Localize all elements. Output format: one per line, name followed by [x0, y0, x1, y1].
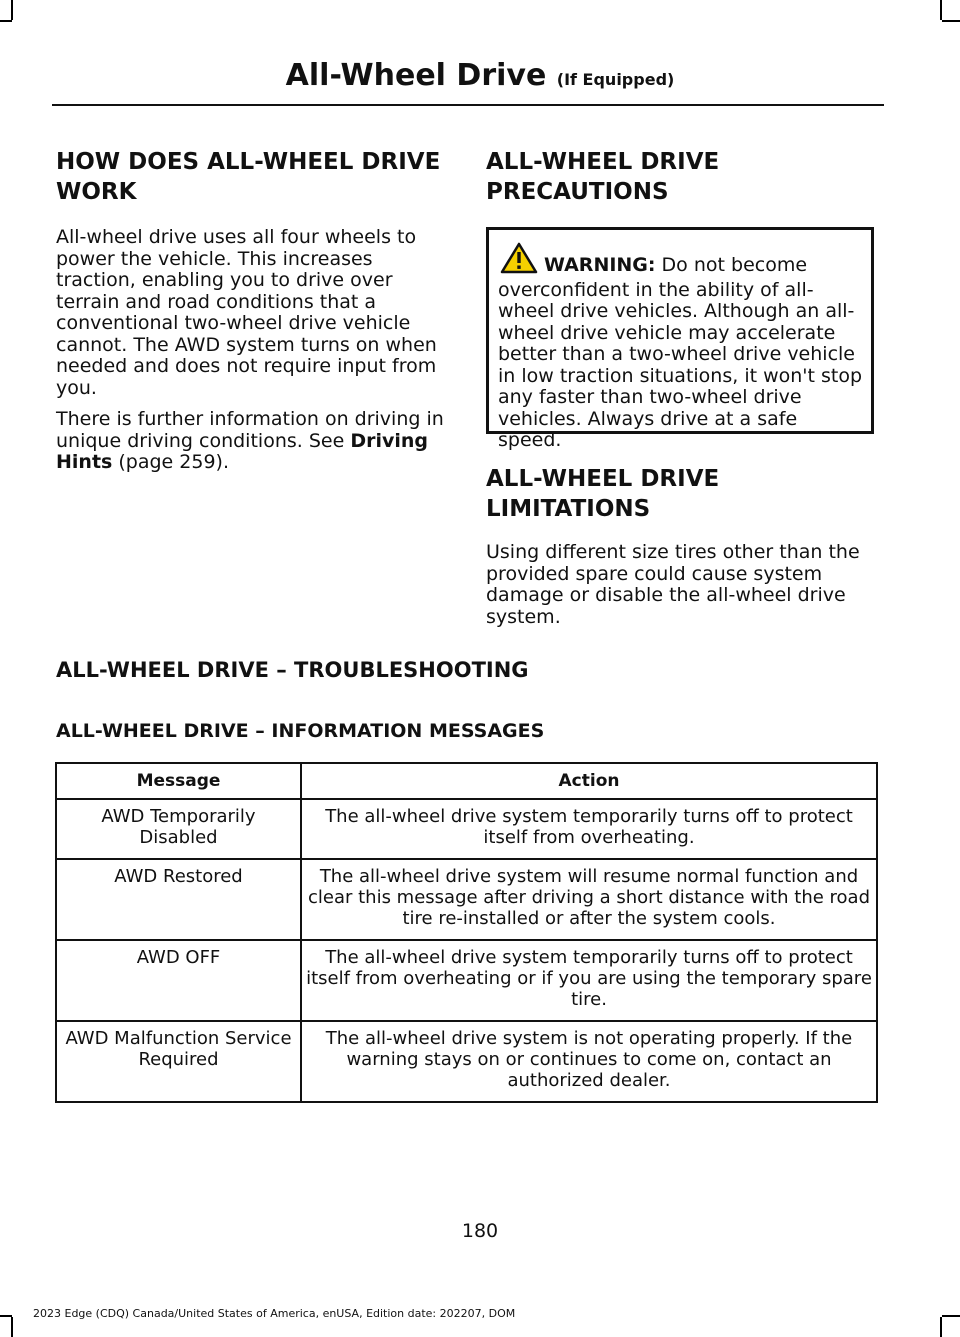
- driving-hints-prefix: There is further information on driving in unique driving conditions. See: [56, 408, 444, 452]
- page-number: 180: [461, 1220, 499, 1242]
- crop-mark: [0, 1315, 12, 1317]
- paragraph-awd-description: All-wheel drive uses all four wheels to power the vehicle. This increases traction, enabling you to drive over terrain and road conditions that a conventional two-wheel drive vehicle cannot. The AWD system turns on when needed and does not require input from you.: [56, 226, 437, 399]
- section-heading-information-messages: ALL-WHEEL DRIVE – INFORMATION MESSAGES: [56, 720, 545, 742]
- table-cell-action: The all-wheel drive system temporarily turns off to protect itself from overheating or if you are using the temporary spare tire.: [301, 940, 877, 1021]
- table-cell-action: The all-wheel drive system is not operating properly. If the warning stays on or continues to come on, contact an authorized dealer.: [301, 1021, 877, 1102]
- paragraph-driving-hints: [56, 409, 448, 474]
- driving-hints-suffix: (page 259).: [112, 451, 230, 473]
- header-subtitle: (If Equipped): [556, 70, 675, 89]
- table-cell-message: AWD Malfunction Service Required: [56, 1021, 301, 1102]
- table-header-action: Action: [301, 763, 877, 799]
- information-messages-table: [55, 762, 878, 1103]
- table-cell-action: The all-wheel drive system will resume normal function and clear this message after driving a short distance with the road tire re-installed or after the system cools.: [301, 859, 877, 940]
- crop-mark: [940, 1317, 942, 1337]
- crop-mark: [942, 1315, 960, 1317]
- table-header-row: [56, 763, 877, 799]
- warning-text: Do not become overconfident in the ability of all-wheel drive vehicles. Although an all-wheel drive vehicle may accelerate better than a two-wheel drive vehicle in low traction situations, it won't stop any faster than two-wheel drive vehicles. Always drive at a safe speed.: [498, 254, 863, 451]
- crop-mark: [940, 0, 942, 20]
- header-title: All-Wheel Drive: [285, 58, 547, 93]
- section-heading-troubleshooting: ALL-WHEEL DRIVE – TROUBLESHOOTING: [56, 658, 529, 682]
- section-heading-how-awd-works: HOW DOES ALL-WHEEL DRIVE WORK: [56, 149, 441, 205]
- table-cell-message: AWD OFF: [56, 940, 301, 1021]
- table-row: [56, 1021, 877, 1102]
- crop-mark: [0, 20, 12, 22]
- section-heading-precautions: ALL-WHEEL DRIVE PRECAUTIONS: [486, 149, 720, 205]
- warning-label: WARNING:: [544, 254, 656, 276]
- page-header: [0, 58, 960, 93]
- table-row: [56, 940, 877, 1021]
- table-cell-message: AWD Restored: [56, 859, 301, 940]
- table-row: [56, 799, 877, 859]
- limitations-text-block: [486, 542, 866, 638]
- page-footer: 2023 Edge (CDQ) Canada/United States of America, enUSA, Edition date: 202207, DOM: [33, 1307, 516, 1320]
- warning-triangle-icon: [500, 242, 538, 280]
- table-header-message: Message: [56, 763, 301, 799]
- left-column: [56, 147, 448, 484]
- paragraph-limitations: Using different size tires other than the provided spare could cause system damage or disable the all-wheel drive system.: [486, 541, 860, 628]
- table-cell-action: The all-wheel drive system temporarily turns off to protect itself from overheating.: [301, 799, 877, 859]
- driving-hints-link[interactable]: Driving Hints: [56, 429, 429, 473]
- table-row: [56, 859, 877, 940]
- table-cell-message: AWD Temporarily Disabled: [56, 799, 301, 859]
- crop-mark: [11, 1317, 13, 1337]
- warning-box: [486, 227, 874, 451]
- crop-mark: [11, 0, 13, 20]
- crop-mark: [942, 20, 960, 22]
- header-divider: [52, 104, 884, 106]
- section-heading-limitations: ALL-WHEEL DRIVE LIMITATIONS: [486, 466, 720, 522]
